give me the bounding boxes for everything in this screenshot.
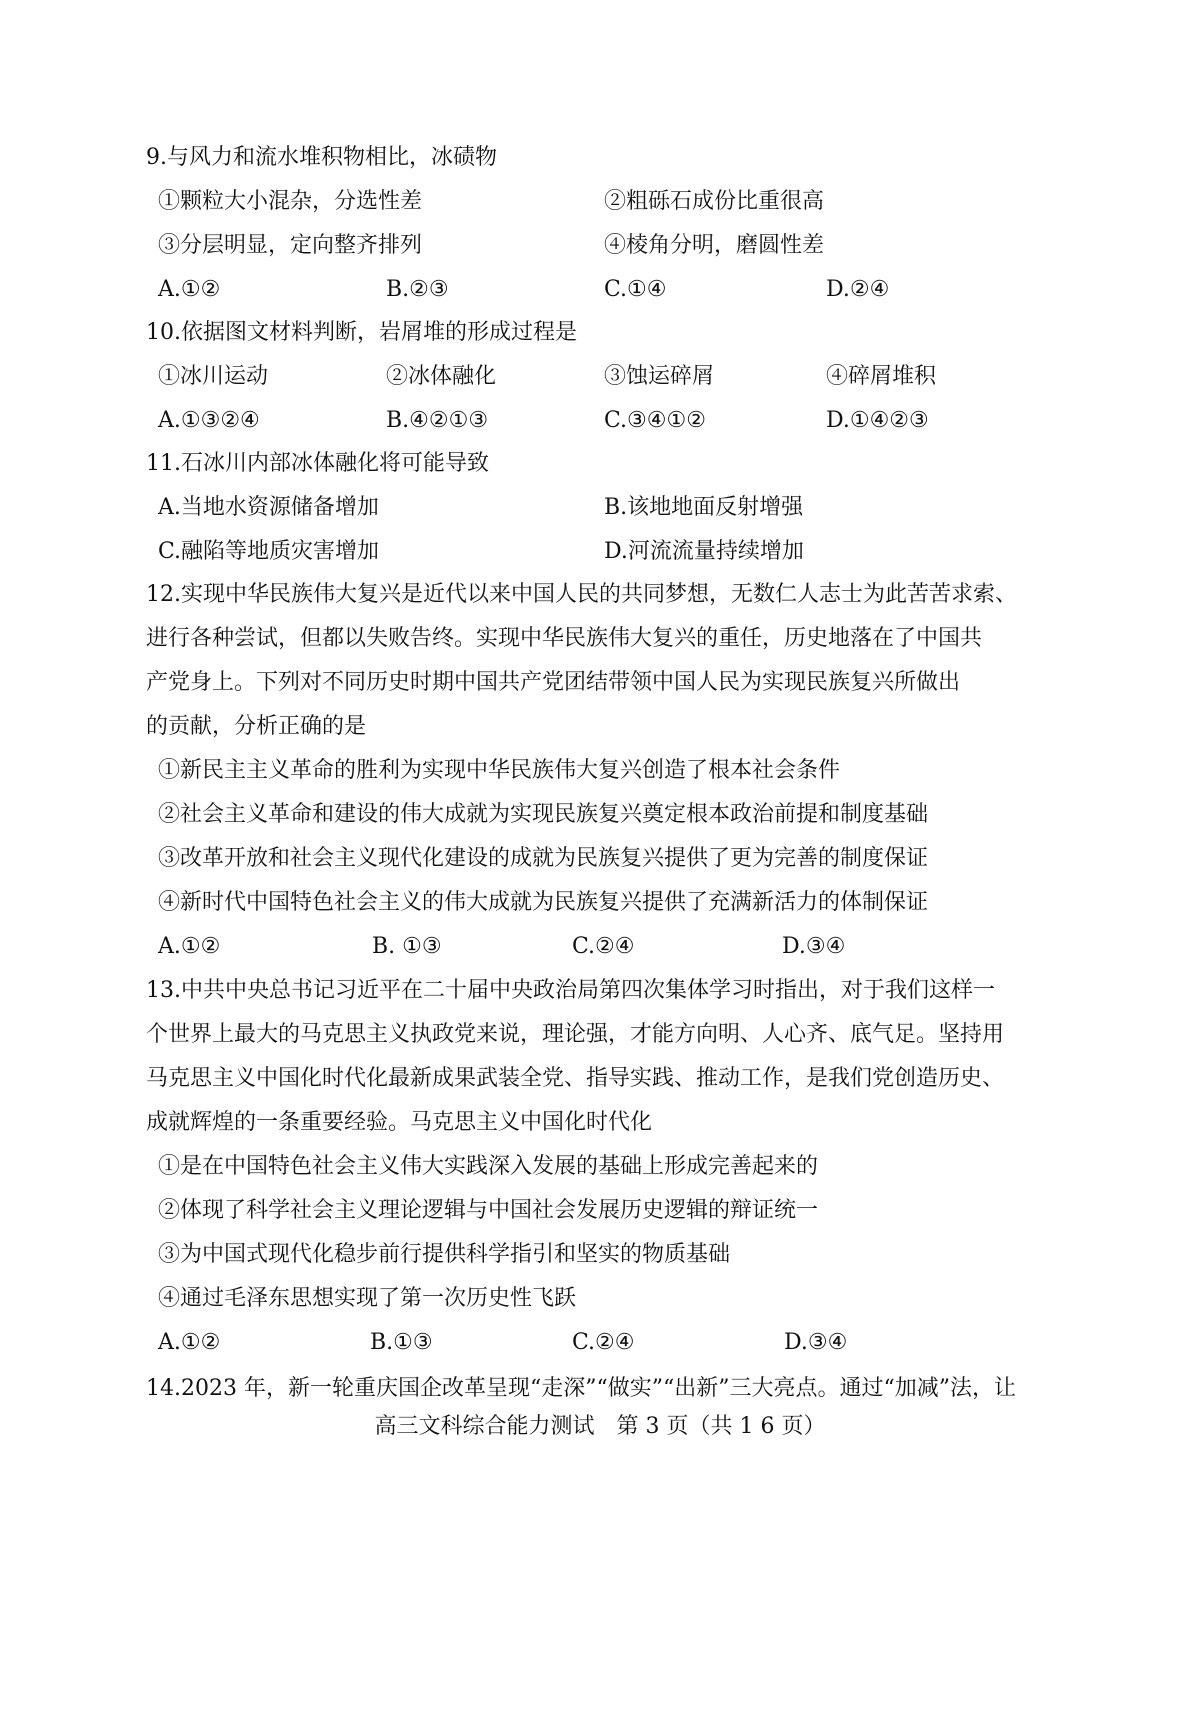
q13-statement-1: ①是在中国特色社会主义伟大实践深入发展的基础上形成完善起来的 [158, 1154, 819, 1179]
q10-statement-3: ③蚀运碎屑 [604, 364, 715, 389]
q11-option-a: A.当地水资源储备增加 [158, 495, 379, 520]
q12-stem-line-1: 12.实现中华民族伟大复兴是近代以来中国人民的共同梦想，无数仁人志士为此苦苦求索、 [146, 582, 1017, 607]
q9-option-b: B.②③ [386, 277, 449, 302]
q12-stem-line-3: 产党身上。下列对不同历史时期中国共产党团结带领中国人民为实现民族复兴所做出 [146, 670, 961, 695]
q13-option-b: B.①③ [370, 1330, 433, 1355]
q12-statement-1: ①新民主主义革命的胜利为实现中华民族伟大复兴创造了根本社会条件 [158, 758, 841, 783]
q12-option-c: C.②④ [572, 934, 635, 959]
q13-option-d: D.③④ [784, 1330, 848, 1355]
q10-statement-1: ①冰川运动 [158, 364, 269, 389]
q10-statement-4: ④碎屑堆积 [826, 364, 937, 389]
q11-option-c: C.融陷等地质灾害增加 [158, 539, 380, 564]
q10-option-a: A.①③②④ [158, 408, 260, 433]
q10-option-c: C.③④①② [604, 408, 706, 433]
q13-statement-2: ②体现了科学社会主义理论逻辑与中国社会发展历史逻辑的辩证统一 [158, 1198, 819, 1223]
q12-option-a: A.①② [158, 934, 221, 959]
q11-option-d: D.河流流量持续增加 [604, 539, 804, 564]
q13-option-a: A.①② [158, 1330, 221, 1355]
q9-statement-2: ②粗砾石成份比重很高 [604, 189, 825, 214]
q10-option-b: B.④②①③ [386, 408, 489, 433]
q13-statement-4: ④通过毛泽东思想实现了第一次历史性飞跃 [158, 1286, 577, 1311]
q9-option-d: D.②④ [826, 277, 890, 302]
q12-statement-4: ④新时代中国特色社会主义的伟大成就为民族复兴提供了充满新活力的体制保证 [158, 890, 929, 915]
q9-option-c: C.①④ [604, 277, 667, 302]
q10-stem: 10.依据图文材料判断，岩屑堆的形成过程是 [146, 320, 577, 345]
q13-statement-3: ③为中国式现代化稳步前行提供科学指引和坚实的物质基础 [158, 1242, 731, 1267]
q12-statement-3: ③改革开放和社会主义现代化建设的成就为民族复兴提供了更为完善的制度保证 [158, 846, 929, 871]
q13-stem-line-3: 马克思主义中国化时代化最新成果武装全党、指导实践、推动工作，是我们党创造历史、 [146, 1066, 1005, 1091]
q14-stem-line-1: 14.2023 年，新一轮重庆国企改革呈现“走深”“做实”“出新”三大亮点。通过“加减”法，让 [146, 1376, 1016, 1401]
q13-stem-line-1: 13.中共中央总书记习近平在二十届中央政治局第四次集体学习时指出，对于我们这样一 [146, 978, 995, 1003]
q12-statement-2: ②社会主义革命和建设的伟大成就为实现民族复兴奠定根本政治前提和制度基础 [158, 802, 929, 827]
q10-statement-2: ②冰体融化 [386, 364, 497, 389]
q12-option-d: D.③④ [782, 934, 846, 959]
q11-option-b: B.该地地面反射增强 [604, 495, 804, 520]
q12-option-b: B. ①③ [372, 934, 442, 959]
q13-stem-line-4: 成就辉煌的一条重要经验。马克思主义中国化时代化 [146, 1110, 653, 1135]
q9-option-a: A.①② [158, 277, 221, 302]
q9-statement-1: ①颗粒大小混杂，分选性差 [158, 189, 423, 214]
q9-statement-4: ④棱角分明，磨圆性差 [604, 233, 825, 258]
q12-stem-line-4: 的贡献，分析正确的是 [146, 714, 367, 739]
q9-stem: 9.与风力和流水堆积物相比，冰碛物 [146, 145, 497, 170]
q13-stem-line-2: 个世界上最大的马克思主义执政党来说，理论强，才能方向明、人心齐、底气足。坚持用 [146, 1022, 1005, 1047]
q12-stem-line-2: 进行各种尝试，但都以失败告终。实现中华民族伟大复兴的重任，历史地落在了中国共 [146, 626, 983, 651]
q10-option-d: D.①④②③ [826, 408, 929, 433]
q11-stem: 11.石冰川内部冰体融化将可能导致 [146, 451, 489, 476]
q13-option-c: C.②④ [572, 1330, 635, 1355]
q9-statement-3: ③分层明显，定向整齐排列 [158, 233, 423, 258]
page-footer: 高三文科综合能力测试 第 3 页（共 1 6 页） [374, 1414, 826, 1439]
